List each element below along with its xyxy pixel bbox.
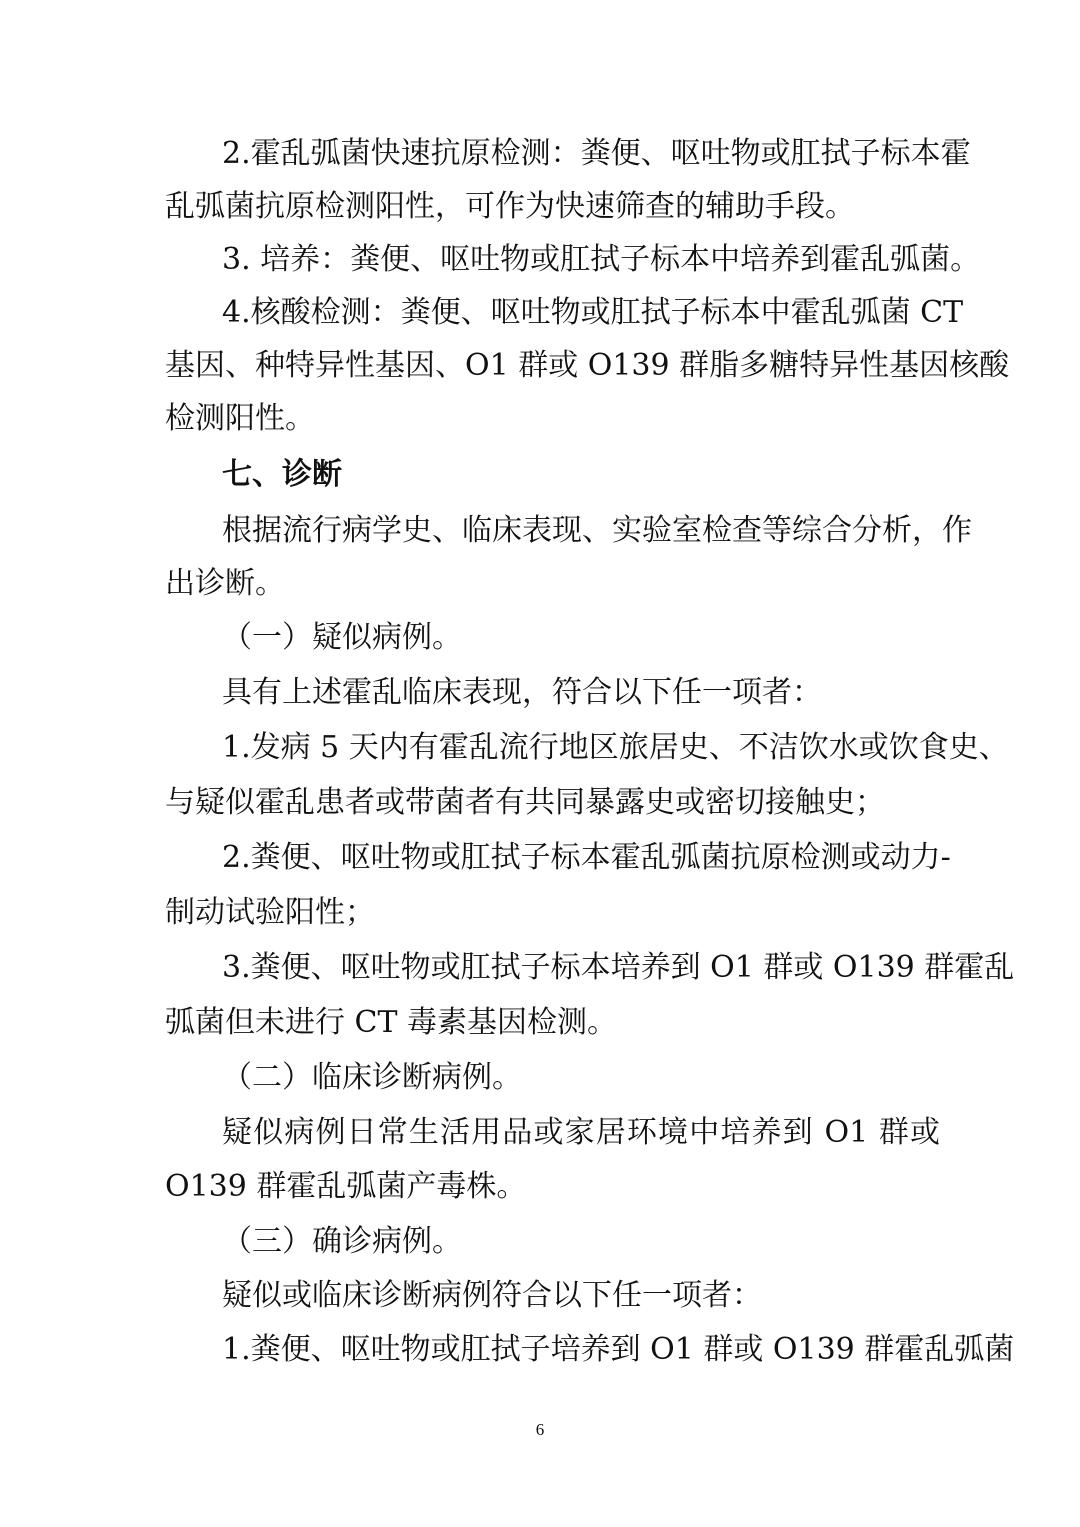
paragraph-line: 疑似或临床诊断病例符合以下任一项者： [222,1278,762,1313]
paragraph-line: 检测阳性。 [165,401,315,436]
paragraph-line: 3.粪便、呕吐物或肛拭子标本培养到 O1 群或 O139 群霍乱 [222,950,1015,985]
paragraph-line: 基因、种特异性基因、O1 群或 O139 群脂多糖特异性基因核酸 [165,348,1010,383]
section-heading: 七、诊断 [222,457,342,492]
paragraph-line: 4.核酸检测：粪便、呕吐物或肛拭子标本中霍乱弧菌 CT [222,295,964,330]
paragraph-line: 具有上述霍乱临床表现，符合以下任一项者： [222,675,822,710]
paragraph-line: 疑似病例日常生活用品或家居环境中培养到 O1 群或 [222,1115,940,1150]
paragraph-line: 出诊断。 [165,566,285,601]
paragraph-line: 根据流行病学史、临床表现、实验室检查等综合分析，作 [222,513,972,548]
paragraph-line: 3. 培养：粪便、呕吐物或肛拭子标本中培养到霍乱弧菌。 [222,242,981,277]
paragraph-line: 1.发病 5 天内有霍乱流行地区旅居史、不洁饮水或饮食史、 [222,730,1009,765]
paragraph-line: 弧菌但未进行 CT 毒素基因检测。 [165,1005,618,1040]
paragraph-line: 制动试验阳性； [165,895,375,930]
paragraph-line: O139 群霍乱弧菌产毒株。 [165,1169,527,1204]
page-number: 6 [535,1420,545,1439]
paragraph-line: 2.粪便、呕吐物或肛拭子标本霍乱弧菌抗原检测或动力- [222,840,951,875]
paragraph-line: 1.粪便、呕吐物或肛拭子培养到 O1 群或 O139 群霍乱弧菌 [222,1332,1015,1367]
paragraph-line: 与疑似霍乱患者或带菌者有共同暴露史或密切接触史； [165,785,885,820]
paragraph-line: 2.霍乱弧菌快速抗原检测：粪便、呕吐物或肛拭子标本霍 [222,136,971,171]
subsection-heading: （二）临床诊断病例。 [222,1060,522,1095]
subsection-heading: （三）确诊病例。 [222,1224,462,1259]
paragraph-line: 乱弧菌抗原检测阳性，可作为快速筛查的辅助手段。 [165,189,855,224]
subsection-heading: （一）疑似病例。 [222,620,462,655]
